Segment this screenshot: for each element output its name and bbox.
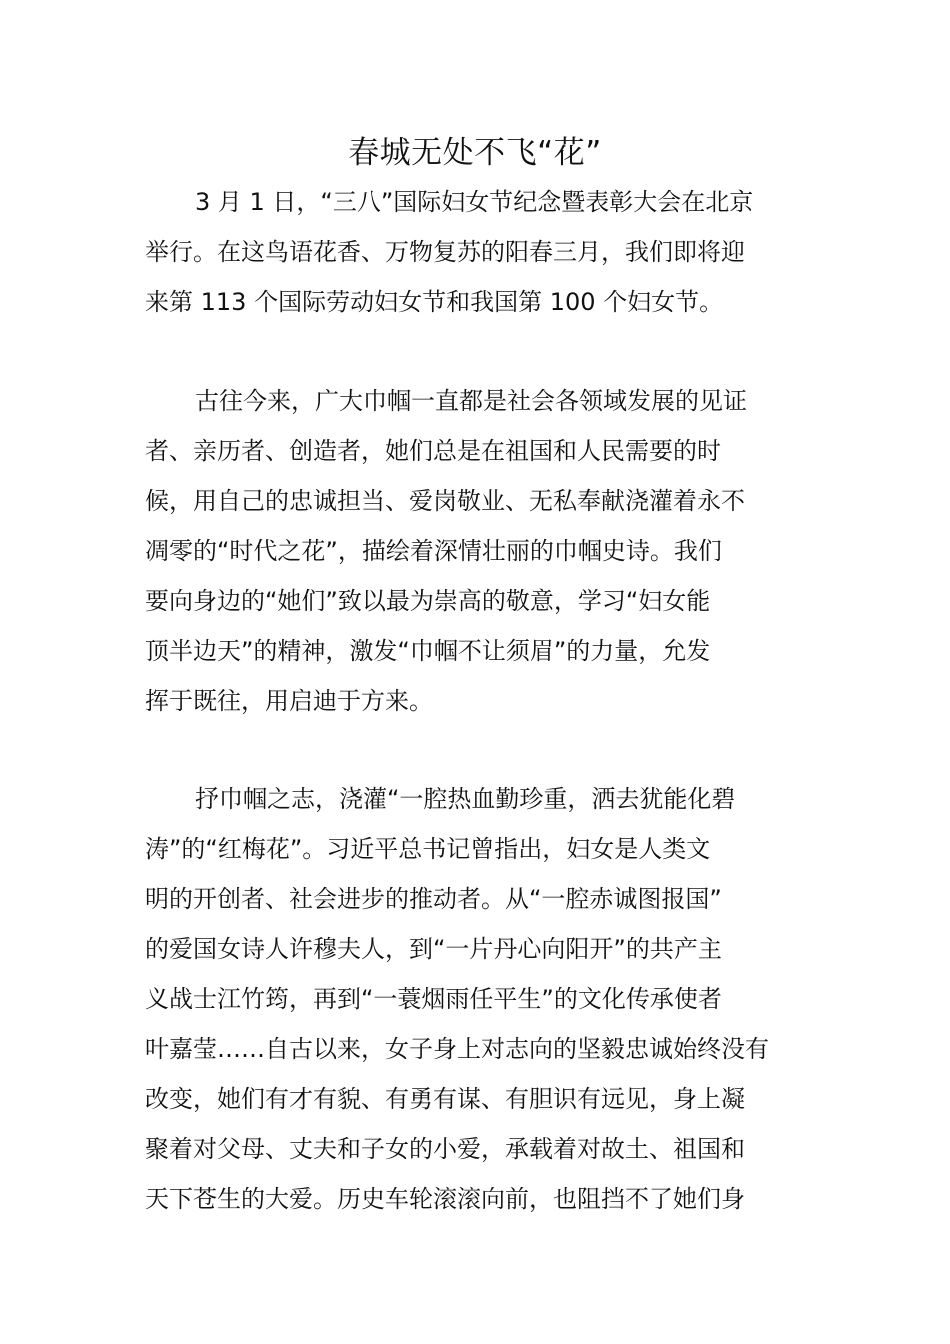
paragraph-line: 3 月 1 日，“三八”国际妇女节纪念暨表彰大会在北京 bbox=[195, 188, 754, 216]
paragraph-line: 叶嘉莹……自古以来，女子身上对志向的坚毅忠诚始终没有 bbox=[145, 1035, 769, 1063]
document-title: 春城无处不飞“花” bbox=[348, 135, 602, 171]
paragraph-line: 明的开创者、社会进步的推动者。从“一腔赤诚图报国” bbox=[145, 885, 722, 913]
paragraph-line: 挥于既往，用启迪于方来。 bbox=[145, 687, 433, 715]
paragraph-line: 涛”的“红梅花”。习近平总书记曾指出，妇女是人类文 bbox=[145, 835, 711, 863]
paragraph-line: 古往今来，广大巾帼一直都是社会各领域发展的见证 bbox=[195, 387, 747, 415]
paragraph-2 bbox=[145, 376, 807, 726]
paragraph-line: 天下苍生的大爱。历史车轮滚滚向前，也阻挡不了她们身 bbox=[145, 1185, 745, 1213]
paragraph-line: 改变，她们有才有貌、有勇有谋、有胆识有远见，身上凝 bbox=[145, 1085, 745, 1113]
paragraph-line: 聚着对父母、丈夫和子女的小爱，承载着对故土、祖国和 bbox=[145, 1135, 745, 1163]
paragraph-line: 的爱国女诗人许穆夫人，到“一片丹心向阳开”的共产主 bbox=[145, 935, 722, 963]
paragraph-line: 候，用自己的忠诚担当、爱岗敬业、无私奉献浇灌着永不 bbox=[145, 487, 745, 515]
paragraph-1 bbox=[145, 177, 807, 327]
paragraph-3 bbox=[145, 774, 807, 1224]
paragraph-line: 举行。在这鸟语花香、万物复苏的阳春三月，我们即将迎 bbox=[145, 238, 745, 266]
paragraph-line: 要向身边的“她们”致以最为崇高的敬意，学习“妇女能 bbox=[145, 587, 711, 615]
paragraph-line: 义战士江竹筠，再到“一蓑烟雨任平生”的文化传承使者 bbox=[145, 985, 722, 1013]
paragraph-line: 顶半边天”的精神，激发“巾帼不让须眉”的力量，允发 bbox=[145, 637, 711, 665]
paragraph-line: 者、亲历者、创造者，她们总是在祖国和人民需要的时 bbox=[145, 437, 721, 465]
paragraph-line: 凋零的“时代之花”，描绘着深情壮丽的巾帼史诗。我们 bbox=[145, 537, 722, 565]
paragraph-line: 抒巾帼之志，浇灌“一腔热血勤珍重，洒去犹能化碧 bbox=[195, 785, 736, 813]
paragraph-line: 来第 113 个国际劳动妇女节和我国第 100 个妇女节。 bbox=[145, 288, 724, 316]
